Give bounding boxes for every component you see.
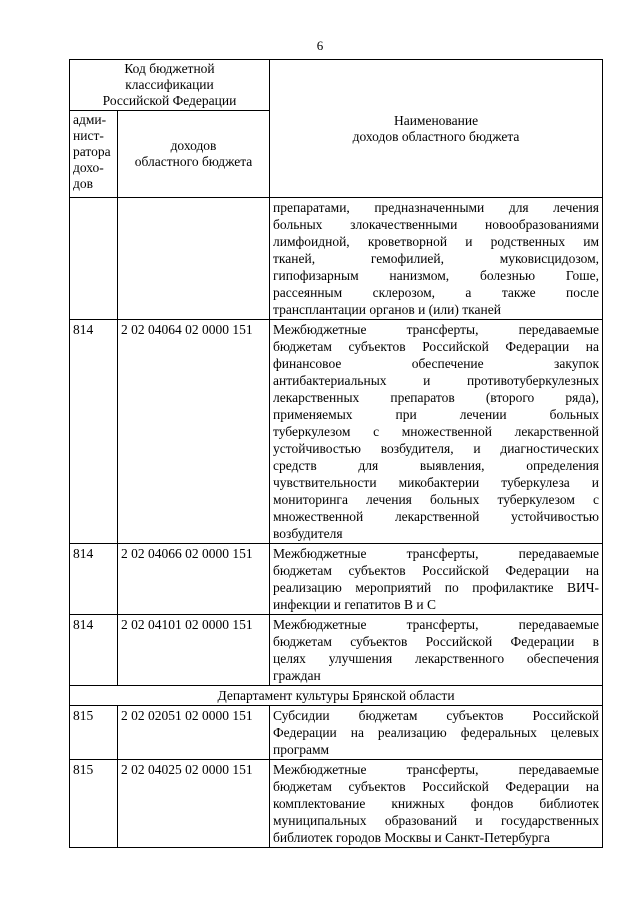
- section-row: [70, 686, 603, 706]
- table-row: [70, 706, 603, 760]
- income-name-line: рассеянным склерозом, а также после: [273, 285, 600, 300]
- income-name-line: Межбюджетные трансферты, передаваемые: [273, 762, 600, 777]
- income-name-line: инфекции и гепатитов В и С: [273, 597, 436, 612]
- header-code-line: Код бюджетной: [124, 61, 215, 76]
- admin-code-cell: 814: [70, 320, 118, 544]
- income-name-line: чувствительности микобактерии туберкулеза и: [273, 475, 600, 490]
- income-name-line: мониторинга лечения больных туберкулезом с: [273, 492, 600, 507]
- income-name-line: граждан: [273, 668, 321, 683]
- income-name-line: Федерации на реализацию федеральных целевых: [273, 725, 600, 740]
- table-header: [70, 60, 603, 198]
- table-row: [70, 198, 603, 320]
- header-income-line: доходов: [170, 138, 217, 153]
- header-admin-line: нист-: [73, 128, 104, 143]
- income-code-cell: 2 02 04064 02 0000 151: [118, 320, 270, 544]
- income-name-cell: [270, 320, 603, 544]
- income-name-line: Межбюджетные трансферты, передаваемые: [273, 617, 600, 632]
- income-name-line: возбудителя: [273, 526, 343, 541]
- header-code-line: классификации: [125, 77, 214, 92]
- header-income-column: [118, 111, 270, 198]
- income-name-line: гипофизарным нанизмом, болезнью Гоше,: [273, 268, 600, 283]
- income-name-line: бюджетам субъектов Российской Федерации на: [273, 563, 600, 578]
- income-name-line: применяемых при лечении больных: [273, 407, 600, 422]
- income-name-line: тканей, гемофилией, муковисцидозом,: [273, 251, 600, 266]
- income-name-line: трансплантации органов и (или) тканей: [273, 302, 501, 317]
- income-name-line: бюджетам субъектов Российской Федерации на: [273, 779, 600, 794]
- header-admin-line: адми-: [73, 112, 107, 127]
- section-title: Департамент культуры Брянской области: [70, 686, 603, 706]
- income-name-line: Субсидии бюджетам субъектов Российской: [273, 708, 600, 723]
- admin-code-cell: 815: [70, 706, 118, 760]
- income-code-cell: 2 02 02051 02 0000 151: [118, 706, 270, 760]
- income-code-cell: 2 02 04101 02 0000 151: [118, 615, 270, 686]
- header-income-line: областного бюджета: [134, 154, 253, 169]
- header-code-line: Российской Федерации: [102, 93, 237, 108]
- income-code-cell: 2 02 04025 02 0000 151: [118, 760, 270, 848]
- income-name-line: реализацию мероприятий по профилактике ВИЧ-: [273, 580, 600, 595]
- admin-code-cell: 814: [70, 544, 118, 615]
- header-name-column: [270, 60, 603, 198]
- income-code-cell: 2 02 04066 02 0000 151: [118, 544, 270, 615]
- income-name-line: лекарственных препаратов (второго ряда),: [273, 390, 600, 405]
- income-name-line: программ: [273, 742, 330, 757]
- income-name-line: препаратами, предназначенными для лечения: [273, 200, 600, 215]
- income-name-line: финансовое обеспечение закупок: [273, 356, 600, 371]
- income-name-line: туберкулезом с множественной лекарственной: [273, 424, 600, 439]
- income-name-line: средств для выявления, определения: [273, 458, 600, 473]
- income-name-line: библиотек городов Москвы и Санкт-Петербурга: [273, 830, 550, 845]
- income-name-cell: [270, 760, 603, 848]
- income-name-line: муниципальных образований и государственных: [273, 813, 600, 828]
- admin-code-cell: [70, 198, 118, 320]
- income-name-cell: [270, 706, 603, 760]
- table-row: [70, 320, 603, 544]
- income-name-cell: [270, 615, 603, 686]
- income-name-cell: [270, 198, 603, 320]
- income-name-line: устойчивостью возбудителя, и диагностических: [273, 441, 600, 456]
- income-name-line: комплектование книжных фондов библиотек: [273, 796, 600, 811]
- header-admin-line: дов: [73, 176, 93, 191]
- income-name-line: бюджетам субъектов Российской Федерации в: [273, 634, 600, 649]
- income-code-cell: [118, 198, 270, 320]
- page-number: 6: [316, 38, 324, 53]
- header-admin-column: [70, 111, 118, 198]
- admin-code-cell: 815: [70, 760, 118, 848]
- budget-classification-table: [69, 59, 603, 848]
- income-name-line: Межбюджетные трансферты, передаваемые: [273, 546, 600, 561]
- table-row: [70, 544, 603, 615]
- header-code-group: [70, 60, 270, 111]
- income-name-line: лимфоидной, кроветворной и родственных им: [273, 234, 600, 249]
- income-name-line: целях улучшения лекарственного обеспечения: [273, 651, 600, 666]
- table-body: [70, 198, 603, 848]
- income-name-line: антибактериальных и противотуберкулезных: [273, 373, 600, 388]
- table-row: [70, 615, 603, 686]
- income-name-line: больных злокачественными новообразованиями: [273, 217, 600, 232]
- admin-code-cell: 814: [70, 615, 118, 686]
- header-name-line: Наименование: [393, 112, 479, 128]
- table-row: [70, 760, 603, 848]
- income-name-line: бюджетам субъектов Российской Федерации на: [273, 339, 600, 354]
- header-admin-line: дохо-: [73, 160, 104, 175]
- income-name-line: множественной лекарственной устойчивостью: [273, 509, 600, 524]
- income-name-line: Межбюджетные трансферты, передаваемые: [273, 322, 600, 337]
- header-name-line: доходов областного бюджета: [352, 128, 520, 144]
- income-name-cell: [270, 544, 603, 615]
- header-admin-line: ратора: [73, 144, 111, 159]
